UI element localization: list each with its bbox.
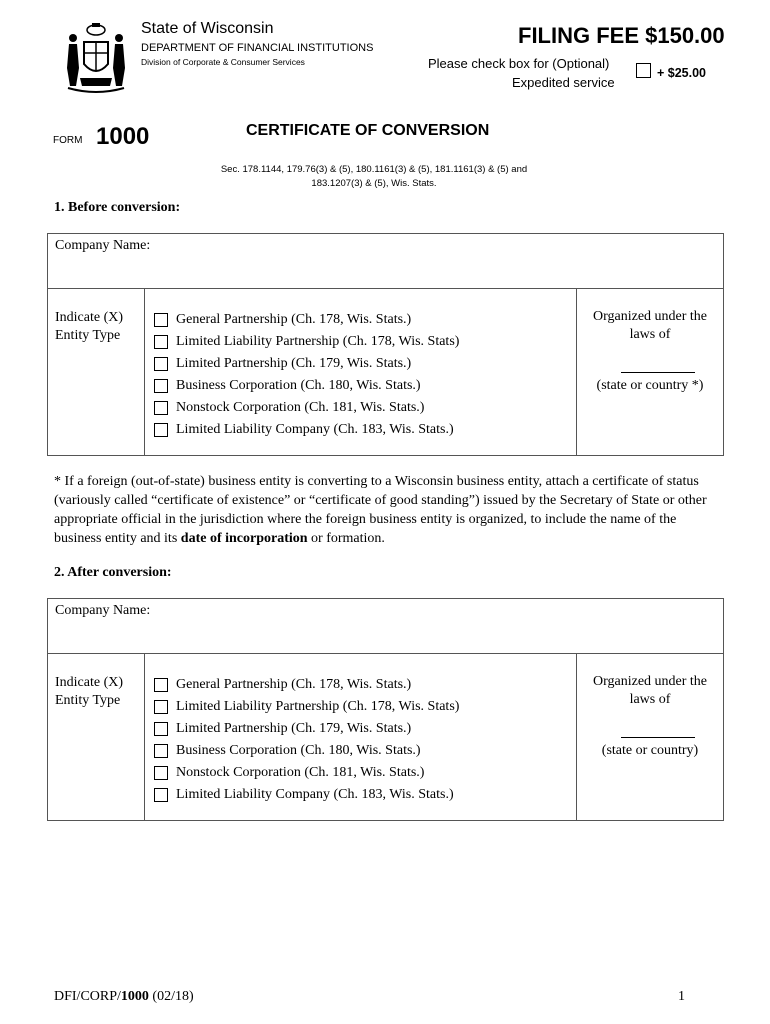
option-label: Limited Partnership (Ch. 179, Wis. Stats.) [176,721,412,736]
certificate-title: CERTIFICATE OF CONVERSION [246,122,490,139]
after-conversion-title: 2. After conversion: [54,565,172,580]
filing-fee: FILING FEE $150.00 [518,23,725,48]
checkbox[interactable] [154,788,168,802]
before-indicate-cell [48,289,145,455]
checkbox[interactable] [154,766,168,780]
department-name: DEPARTMENT OF FINANCIAL INSTITUTIONS [141,42,374,54]
checkbox[interactable] [154,379,168,393]
after-entity-row [48,654,723,820]
after-option-nonstock-corporation[interactable] [154,762,459,784]
expedited-checkbox[interactable] [636,63,651,78]
option-label: Limited Liability Partnership (Ch. 178, Wis. Stats) [176,334,460,349]
statutes-line-1: Sec. 178.1144, 179.76(3) & (5), 180.1161(3) & (5), 181.1161(3) & (5) and [220,164,528,175]
organized-line-1: Organized under the [592,674,708,689]
before-company-name-label: Company Name: [55,238,151,253]
form-code-number: 1000 [120,989,149,1004]
checkbox[interactable] [154,678,168,692]
checkbox[interactable] [154,423,168,437]
checkbox[interactable] [154,335,168,349]
option-label: Business Corporation (Ch. 180, Wis. Stats.) [176,378,421,393]
option-label: Limited Partnership (Ch. 179, Wis. Stats.) [176,356,412,371]
after-company-name-field[interactable] [48,599,723,654]
foreign-entity-footnote [54,472,718,548]
organized-line-2: laws of [629,692,671,707]
checkbox[interactable] [154,357,168,371]
after-indicate-cell [48,654,145,820]
option-label: Nonstock Corporation (Ch. 181, Wis. Stats.) [176,765,425,780]
checkbox[interactable] [154,700,168,714]
form-label: FORM [53,135,83,146]
footnote-text: * If a foreign (out-of-state) business entity is converting to a Wisconsin business entity, attach a certificate of status (variously called “certificate of existence” or “certificate of good standing”) issued by the Secretary of State or other appropriate official in the jurisdiction where the foreign business entity is organized, to include the name of the business entity and its [54,474,707,546]
option-label: General Partnership (Ch. 178, Wis. Stats.) [176,677,412,692]
division-name: Division of Corporate & Consumer Services [141,57,305,67]
footnote-text-end: or formation. [307,531,385,546]
before-conversion-title: 1. Before conversion: [54,200,181,215]
option-label: Limited Liability Company (Ch. 183, Wis. Stats.) [176,422,454,437]
wisconsin-seal-icon [62,20,130,94]
statutes-line-2: 183.1207(3) & (5), Wis. Stats. [311,178,437,189]
after-state-input-line[interactable] [621,737,695,738]
checkbox[interactable] [154,401,168,415]
after-option-general-partnership[interactable] [154,674,459,696]
expedited-fee: + $25.00 [657,66,707,80]
state-name: State of Wisconsin [141,20,274,37]
option-label: Nonstock Corporation (Ch. 181, Wis. Stats.) [176,400,425,415]
after-option-llp[interactable] [154,696,459,718]
before-company-name-field[interactable] [48,234,723,289]
before-option-llc[interactable] [154,419,459,441]
after-option-business-corporation[interactable] [154,740,459,762]
after-entity-options [154,674,459,806]
indicate-line-2: Entity Type [55,693,121,708]
before-organized-label [577,308,723,344]
before-option-llp[interactable] [154,331,459,353]
optional-line-1: Please check box for (Optional) [428,56,610,71]
before-organized-cell [576,289,723,455]
optional-line-2: Expedited service [512,75,615,90]
before-state-hint: (state or country *) [596,378,704,393]
after-conversion-table [47,598,724,821]
checkbox[interactable] [154,313,168,327]
option-label: General Partnership (Ch. 178, Wis. Stats.) [176,312,412,327]
checkbox[interactable] [154,722,168,736]
after-indicate-label [55,674,123,710]
page-number: 1 [678,989,685,1004]
form-code-prefix: DFI/CORP/ [54,989,121,1004]
after-organized-label [577,673,723,709]
before-option-general-partnership[interactable] [154,309,459,331]
option-label: Business Corporation (Ch. 180, Wis. Stats.) [176,743,421,758]
option-label: Limited Liability Partnership (Ch. 178, Wis. Stats) [176,699,460,714]
organized-line-2: laws of [629,327,671,342]
indicate-line-2: Entity Type [55,328,121,343]
before-option-limited-partnership[interactable] [154,353,459,375]
after-organized-cell [576,654,723,820]
indicate-line-1: Indicate (X) [55,675,124,690]
after-company-name-label: Company Name: [55,603,151,618]
option-label: Limited Liability Company (Ch. 183, Wis. Stats.) [176,787,454,802]
after-state-hint: (state or country) [601,743,699,758]
after-option-llc[interactable] [154,784,459,806]
before-state-input-line[interactable] [621,372,695,373]
before-option-nonstock-corporation[interactable] [154,397,459,419]
form-code-date: (02/18) [148,989,194,1004]
statutes-reference [190,163,558,191]
before-option-business-corporation[interactable] [154,375,459,397]
before-conversion-table [47,233,724,456]
footnote-bold-text: date of incorporation [180,531,308,546]
checkbox[interactable] [154,744,168,758]
form-code [54,989,194,1005]
indicate-line-1: Indicate (X) [55,310,124,325]
form-number: 1000 [96,123,150,150]
after-option-limited-partnership[interactable] [154,718,459,740]
before-entity-row [48,289,723,455]
organized-line-1: Organized under the [592,309,708,324]
before-entity-options [154,309,459,441]
before-indicate-label [55,309,123,345]
